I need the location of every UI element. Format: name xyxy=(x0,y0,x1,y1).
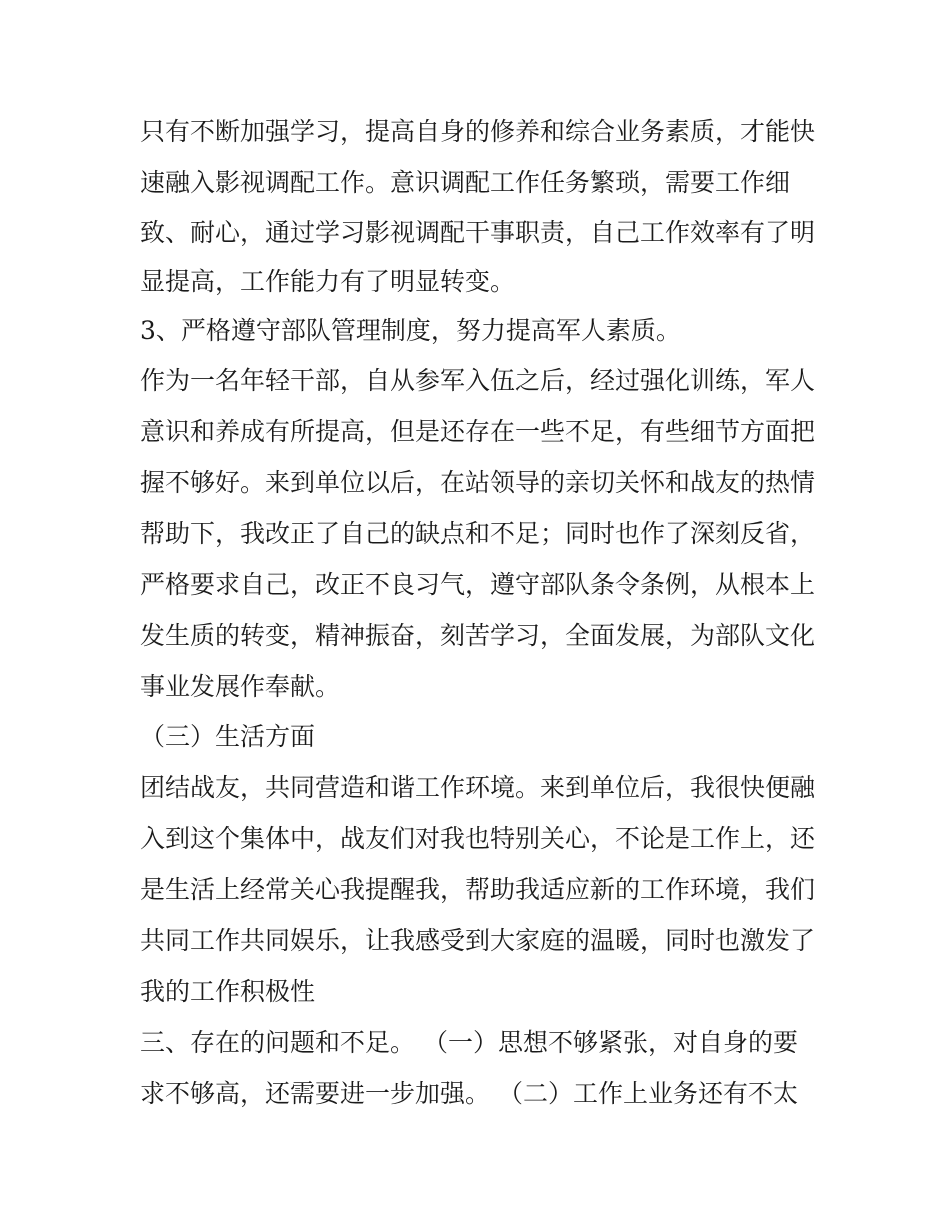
text-line: 致、耐心，通过学习影视调配干事职责，自己工作效率有了明 xyxy=(140,218,816,247)
text-line: 求不够高，还需要进一步加强。 （二）工作上业务还有不太 xyxy=(140,1079,798,1108)
section-heading: （三）生活方面 xyxy=(140,722,316,751)
text-line: 作为一名年轻干部，自从参军入伍之后，经过强化训练，军人 xyxy=(140,366,816,395)
text-line: 握不够好。来到单位以后，在站领导的亲切关怀和战友的热情 xyxy=(140,468,816,497)
text-line: 意识和养成有所提高，但是还存在一些不足，有些细节方面把 xyxy=(140,417,816,446)
text-line: 速融入影视调配工作。意识调配工作任务繁琐，需要工作细 xyxy=(140,168,791,197)
text-line: 共同工作共同娱乐，让我感受到大家庭的温暖，同时也激发了 xyxy=(140,926,816,955)
text-line: 帮助下，我改正了自己的缺点和不足；同时也作了深刻反省， xyxy=(140,519,816,548)
section-heading: 3、严格遵守部队管理制度，努力提高军人素质。 xyxy=(140,316,681,345)
text-line: 严格要求自己，改正不良习气，遵守部队条令条例，从根本上 xyxy=(140,570,816,599)
text-line: 三、存在的问题和不足。 （一）思想不够紧张，对自身的要 xyxy=(140,1028,798,1057)
text-line: 我的工作积极性 xyxy=(140,977,316,1006)
text-line: 发生质的转变，精神振奋，刻苦学习，全面发展，为部队文化 xyxy=(140,621,816,650)
text-line: 入到这个集体中，战友们对我也特别关心，不论是工作上，还 xyxy=(140,824,816,853)
text-line: 显提高，工作能力有了明显转变。 xyxy=(140,267,516,296)
text-line: 团结战友，共同营造和谐工作环境。来到单位后，我很快便融 xyxy=(140,773,816,802)
text-line: 是生活上经常关心我提醒我，帮助我适应新的工作环境，我们 xyxy=(140,875,816,904)
text-line: 只有不断加强学习，提高自身的修养和综合业务素质，才能快 xyxy=(140,117,816,146)
text-line: 事业发展作奉献。 xyxy=(140,672,341,701)
